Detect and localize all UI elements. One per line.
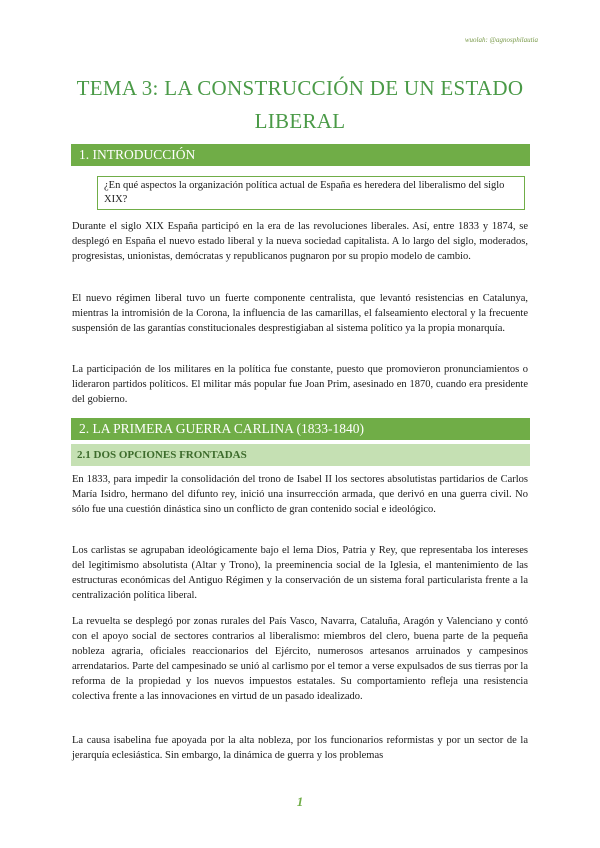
page-number: 1 [296, 794, 304, 809]
paragraph: Durante el siglo XIX España participó en la era de las revoluciones liberales. Así, entre 1833 y 1874, se desplegó en España el nuevo estado liberal y la nueva sociedad capitalista. A lo largo del siglo, moderados, progresistas, unionistas, demócratas y republicanos pugnaron por su propio modelo de cambio. [72, 221, 528, 262]
question-box: ¿En qué aspectos la organización política actual de España es heredera del liberalismo del siglo XIX? [97, 176, 525, 210]
document-title [60, 72, 540, 138]
paragraph: Los carlistas se agrupaban ideológicamente bajo el lema Dios, Patria y Rey, que representaba los intereses del legitimismo absolutista (Altar y Trono), la preeminencia social de la Iglesia, el mantenimiento de las estructuras económicas del Antiguo Régimen y la conservación de un sistema foral particularista frente a la centralización política liberal. [72, 545, 528, 601]
header-note: wuolah: @agnosphilautia [464, 36, 538, 44]
paragraph: La causa isabelina fue apoyada por la alta nobleza, por los funcionarios reformistas y por un sector de la jerarquía eclesiástica. Sin embargo, la dinámica de guerra y los problemas [72, 735, 528, 761]
subsection-heading: 2.1 DOS OPCIONES FRONTADAS [71, 444, 530, 466]
paragraph: El nuevo régimen liberal tuvo un fuerte componente centralista, que levantó resistencias en Catalunya, mientras la intromisión de la Corona, la influencia de las camarillas, el falseamiento electoral y la frecuente suspensión de las garantías constitucionales desprestigiaban al sistema político ya la propia monarquía. [72, 293, 528, 334]
paragraph: En 1833, para impedir la consolidación del trono de Isabel II los sectores absolutistas partidarios de Carlos María Isidro, hermano del difunto rey, inició una insurrección armada, que derivó en una guerra civil. No sólo fue una cuestión dinástica sino un conflicto de gran contenido social e ideológico. [72, 474, 528, 515]
section-heading-primera-guerra-carlina: 2. LA PRIMERA GUERRA CARLINA (1833-1840) [71, 418, 530, 440]
section-heading-introduccion: 1. INTRODUCCIÓN [71, 144, 530, 166]
paragraph: La participación de los militares en la política fue constante, puesto que promovieron pronunciamientos o lideraron partidos políticos. El militar más popular fue Joan Prim, asesinado en 1870, cuando era presidente del gobierno. [72, 364, 528, 405]
paragraph: La revuelta se desplegó por zonas rurales del País Vasco, Navarra, Cataluña, Aragón y Valenciano y contó con el apoyo social de sectores contrarios al liberalismo: miembros del clero, buena parte de la pequeña nobleza agraria, oficiales reaccionarios del Ejército, numerosos artesanos arruinados y campesinos arrendatarios. Parte del campesinado se unió al carlismo por el temor a verse expulsados de sus tierras por la reforma de la propiedad y los nuevos impuestos estatales. Su comportamiento refleja una resistencia colectiva frente a las innovaciones en virtud de un pasado idealizado. [72, 616, 528, 702]
title-line-2: LIBERAL [254, 109, 346, 133]
title-line-1: TEMA 3: LA CONSTRUCCIÓN DE UN ESTADO [76, 76, 524, 100]
